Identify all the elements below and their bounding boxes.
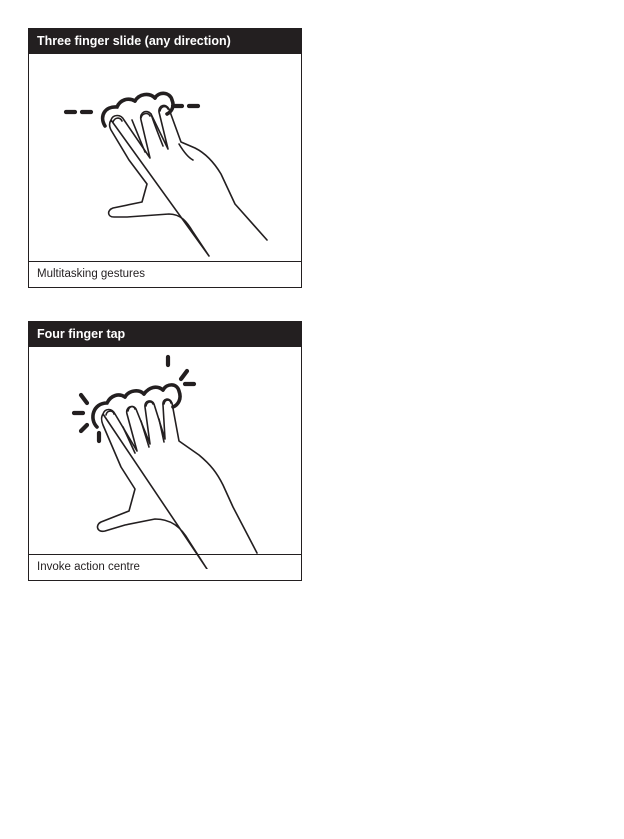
tap-burst-marks-left (74, 395, 99, 441)
fingernail (113, 118, 122, 122)
hand-outline (98, 399, 257, 569)
fingernail (146, 402, 153, 406)
gesture-card-caption: Invoke action centre (37, 561, 140, 573)
tap-burst-marks-right (168, 357, 194, 384)
hand-outline (109, 105, 267, 256)
gesture-card-three-finger-slide (28, 28, 302, 288)
fingernail (106, 411, 114, 415)
three-finger-slide-hand-icon (29, 54, 301, 261)
fingernail (164, 400, 171, 404)
fingernail (160, 107, 168, 111)
gesture-card-four-finger-tap (28, 321, 302, 581)
finger-crease (132, 120, 145, 152)
fingertip-contact-rings (93, 385, 180, 427)
gesture-card-caption: Multitasking gestures (37, 268, 146, 280)
gesture-illustration (29, 347, 301, 555)
gesture-card-title: Three finger slide (any direction) (29, 29, 301, 54)
gesture-illustration (29, 54, 301, 262)
fingernail (128, 407, 135, 411)
fingernail (141, 114, 150, 118)
gesture-card-title: Four finger tap (29, 322, 301, 347)
four-finger-tap-hand-icon (29, 347, 301, 569)
